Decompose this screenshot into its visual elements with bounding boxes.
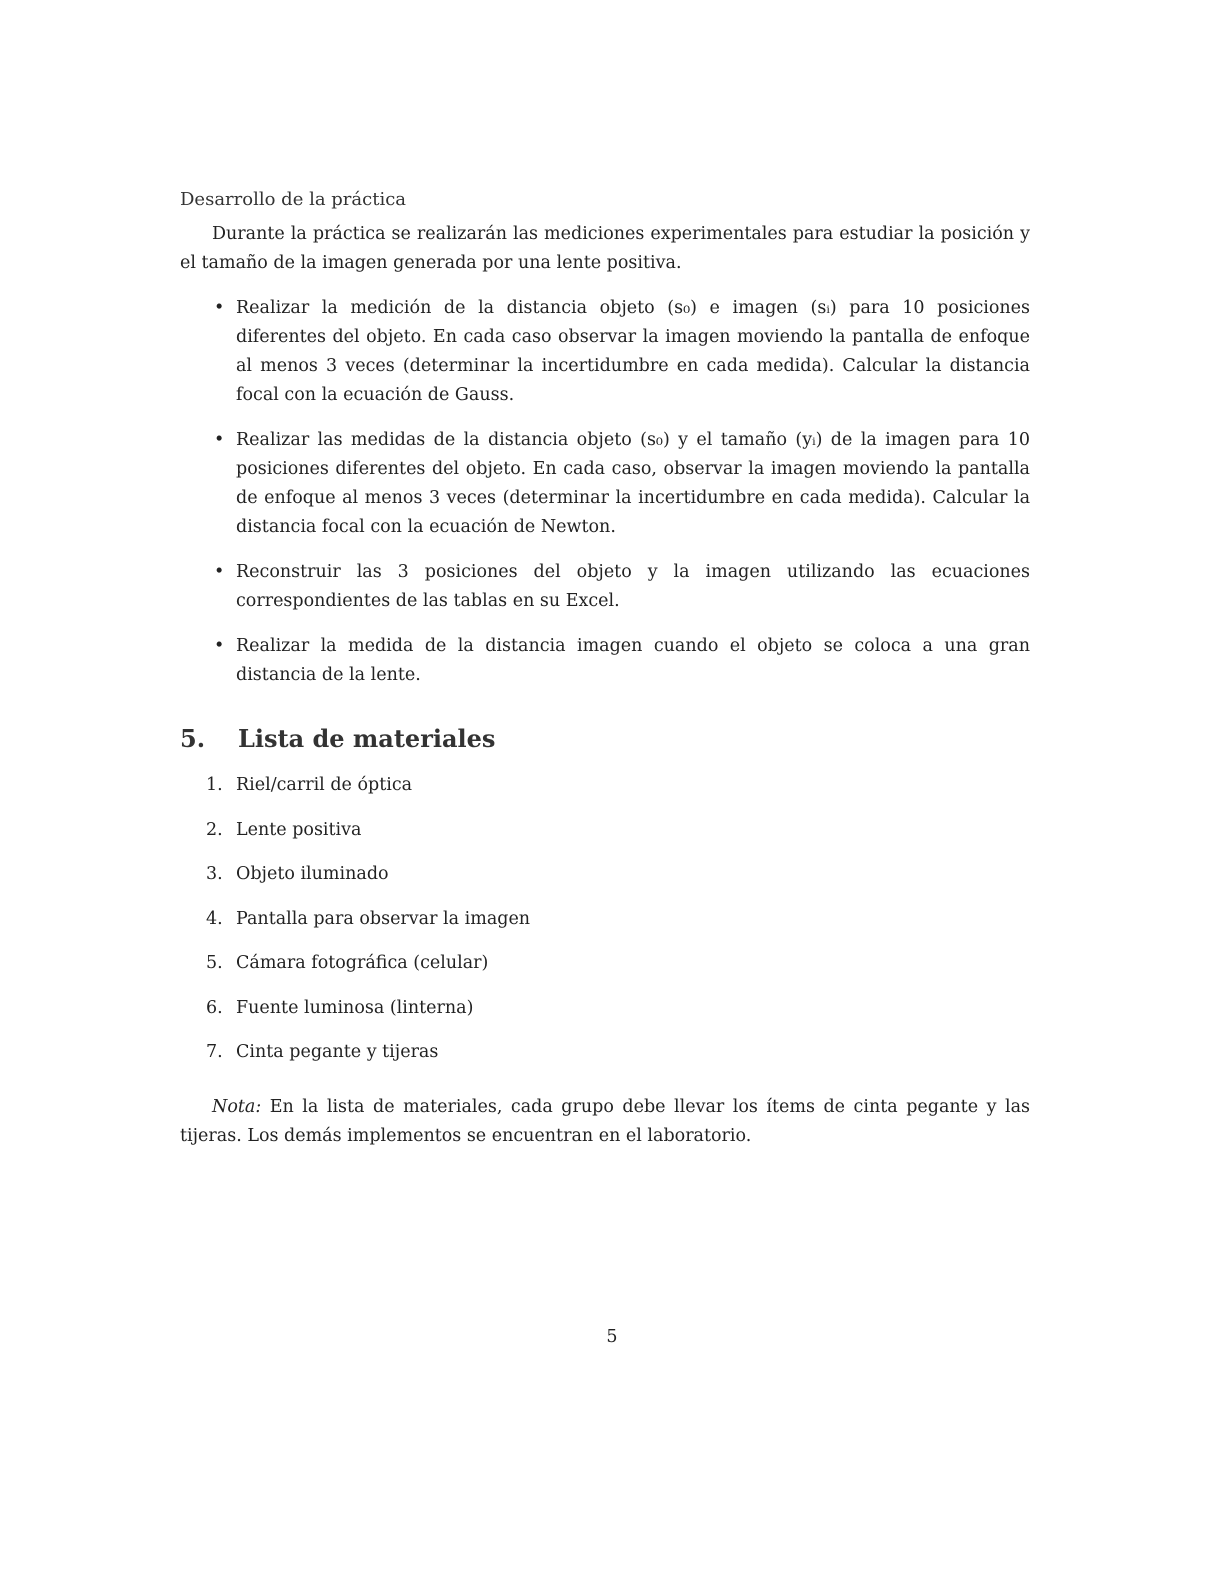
- procedure-item: • Realizar la medición de la distancia objeto (s₀) e imagen (sᵢ) para 10 posiciones diferentes del objeto. En cada caso observar la imagen moviendo la pantalla de enfoque al menos 3 veces (determinar la incertidumbre en cada medida). Calcular la distancia focal con la ecuación de Gauss.: [236, 294, 1030, 410]
- section-number: 5.: [180, 724, 206, 753]
- material-item: 2. Lente positiva: [206, 819, 362, 840]
- bullet-icon: •: [214, 298, 225, 318]
- section-title-text: Lista de materiales: [238, 724, 496, 753]
- procedure-list: [180, 294, 1030, 690]
- note-label: Nota:: [212, 1096, 262, 1117]
- procedure-item: • Realizar la medida de la distancia imagen cuando el objeto se coloca a una gran distancia de la lente.: [236, 632, 1030, 690]
- materials-list: [180, 771, 1030, 1083]
- note-text: En la lista de materiales, cada grupo debe llevar los ítems de cinta pegante y las tijeras. Los demás implementos se encuentran en el laboratorio.: [180, 1096, 1030, 1146]
- material-item: 7. Cinta pegante y tijeras: [206, 1042, 439, 1062]
- procedure-intro: Durante la práctica se realizarán las mediciones experimentales para estudiar la posición y el tamaño de la imagen generada por una lente positiva.: [180, 224, 1030, 273]
- bullet-icon: •: [214, 562, 225, 582]
- bullet-icon: •: [214, 636, 225, 656]
- material-item: 6. Fuente luminosa (linterna): [206, 997, 474, 1018]
- materials-section-title: [180, 724, 1030, 753]
- document-page: [180, 185, 1030, 1168]
- procedure-heading: Desarrollo de la práctica: [180, 189, 407, 210]
- material-item: 1. Riel/carril de óptica: [206, 775, 413, 795]
- material-item: 3. Objeto iluminado: [206, 864, 389, 884]
- page-number: 5: [606, 1327, 618, 1347]
- material-item: 5. Cámara fotográfica (celular): [206, 953, 489, 973]
- material-item: 4. Pantalla para observar la imagen: [206, 908, 531, 929]
- procedure-item: • Reconstruir las 3 posiciones del objeto y la imagen utilizando las ecuaciones correspondientes de las tablas en su Excel.: [236, 558, 1030, 616]
- bullet-icon: •: [214, 430, 225, 450]
- materials-note: [180, 1093, 1030, 1151]
- procedure-item: • Realizar las medidas de la distancia objeto (s₀) y el tamaño (yᵢ) de la imagen para 10 posiciones diferentes del objeto. En cada caso, observar la imagen moviendo la pantalla de enfoque al menos 3 veces (determinar la incertidumbre en cada medida). Calcular la distancia focal con la ecuación de Newton.: [236, 426, 1030, 542]
